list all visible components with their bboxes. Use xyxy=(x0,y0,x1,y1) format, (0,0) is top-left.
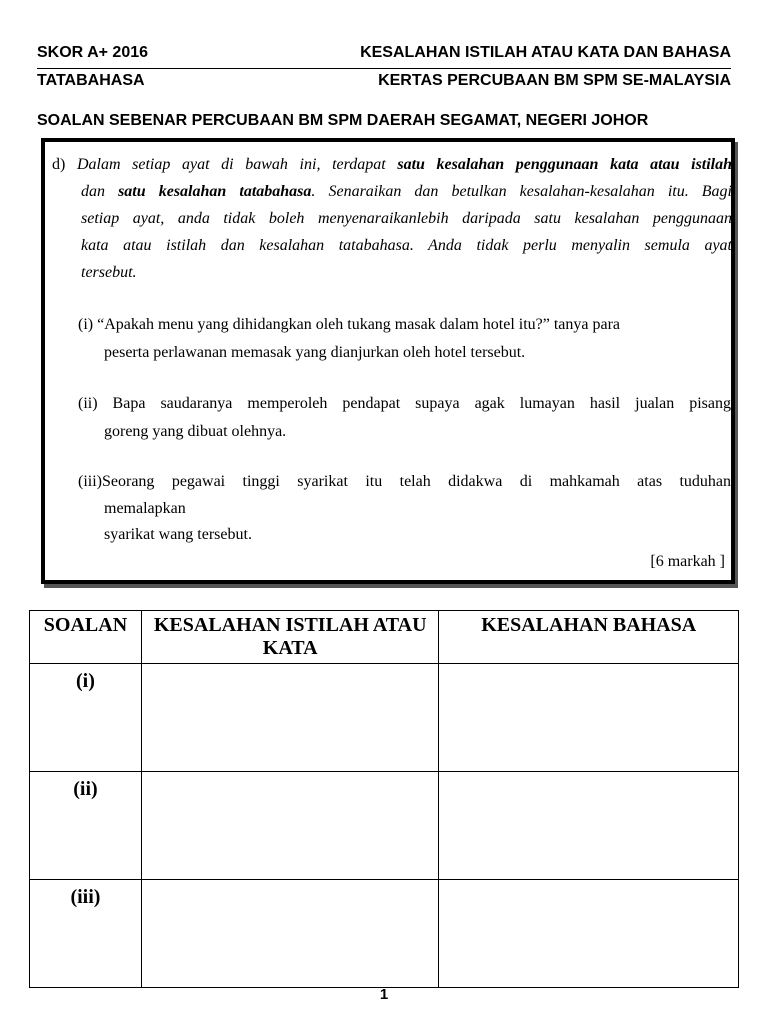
instruction-text: . Senaraikan dan betulkan kesalahan-kesalahan itu. Bagi xyxy=(311,183,733,200)
row-label: (iii) xyxy=(30,880,142,988)
question-line: peserta perlawanan memasak yang dianjurkan oleh hotel tersebut. xyxy=(104,344,526,361)
document-subtitle: SOALAN SEBENAR PERCUBAAN BM SPM DAERAH SEGAMAT, NEGERI JOHOR xyxy=(37,112,649,129)
table-row xyxy=(30,664,739,772)
marks-label: [6 markah ] xyxy=(650,553,725,570)
header-row-1 xyxy=(37,44,731,62)
row-label: (ii) xyxy=(30,772,142,880)
table-row xyxy=(30,772,739,880)
header-left-2: TATABAHASA xyxy=(37,72,145,89)
header-right-1: KESALAHAN ISTILAH ATAU KATA DAN BAHASA xyxy=(360,44,731,61)
instruction-line: setiap ayat, anda tidak boleh menyenaraikanlebih daripada satu kesalahan penggunaan xyxy=(81,210,732,227)
answer-cell[interactable] xyxy=(439,772,739,880)
instruction-emphasis: satu kesalahan penggunaan kata atau istilah xyxy=(397,156,733,173)
header-row-2 xyxy=(37,72,731,90)
question-line: syarikat wang tersebut. xyxy=(104,526,252,543)
question-box xyxy=(41,138,735,584)
instruction-line: kata atau istilah dan kesalahan tatabahasa. Anda tidak perlu menyalin semula ayat xyxy=(81,237,732,254)
question-line: memalapkan xyxy=(104,500,186,517)
answer-cell[interactable] xyxy=(141,664,439,772)
answer-cell[interactable] xyxy=(141,772,439,880)
column-header-kesalahan-bahasa: KESALAHAN BAHASA xyxy=(439,611,739,664)
table-row xyxy=(30,880,739,988)
column-header-soalan: SOALAN xyxy=(30,611,142,664)
question-item-ii xyxy=(78,390,731,446)
instruction-line xyxy=(52,178,732,205)
instruction-text: dan xyxy=(81,183,119,200)
question-line: (iii)Seorang pegawai tinggi syarikat itu telah didakwa di mahkamah atas tuduhan xyxy=(78,473,731,490)
answer-table xyxy=(29,610,739,988)
instruction-line: tersebut. xyxy=(81,264,137,281)
header-right-2: KERTAS PERCUBAAN BM SPM SE-MALAYSIA xyxy=(378,72,731,89)
header-left-1: SKOR A+ 2016 xyxy=(37,44,149,61)
header-divider xyxy=(37,68,731,69)
question-line: goreng yang dibuat olehnya. xyxy=(104,423,287,440)
page-number: 1 xyxy=(379,986,389,1003)
answer-cell[interactable] xyxy=(439,880,739,988)
instruction-line xyxy=(52,151,732,178)
answer-table-header-row xyxy=(30,611,739,664)
question-label: d) xyxy=(52,156,66,173)
row-label: (i) xyxy=(30,664,142,772)
instruction-emphasis: satu kesalahan tatabahasa xyxy=(118,183,312,200)
question-item-iii xyxy=(78,468,731,548)
question-line: (i) “Apakah menu yang dihidangkan oleh tukang masak dalam hotel itu?” tanya para xyxy=(78,316,621,333)
answer-cell[interactable] xyxy=(141,880,439,988)
question-line: (ii) Bapa saudaranya memperoleh pendapat supaya agak lumayan hasil jualan pisang xyxy=(78,395,731,412)
instruction-text: Dalam setiap ayat di bawah ini, terdapat xyxy=(76,156,398,173)
question-instructions xyxy=(52,151,732,286)
answer-cell[interactable] xyxy=(439,664,739,772)
column-header-kesalahan-istilah: KESALAHAN ISTILAH ATAU KATA xyxy=(141,611,439,664)
question-item-i xyxy=(78,311,731,367)
